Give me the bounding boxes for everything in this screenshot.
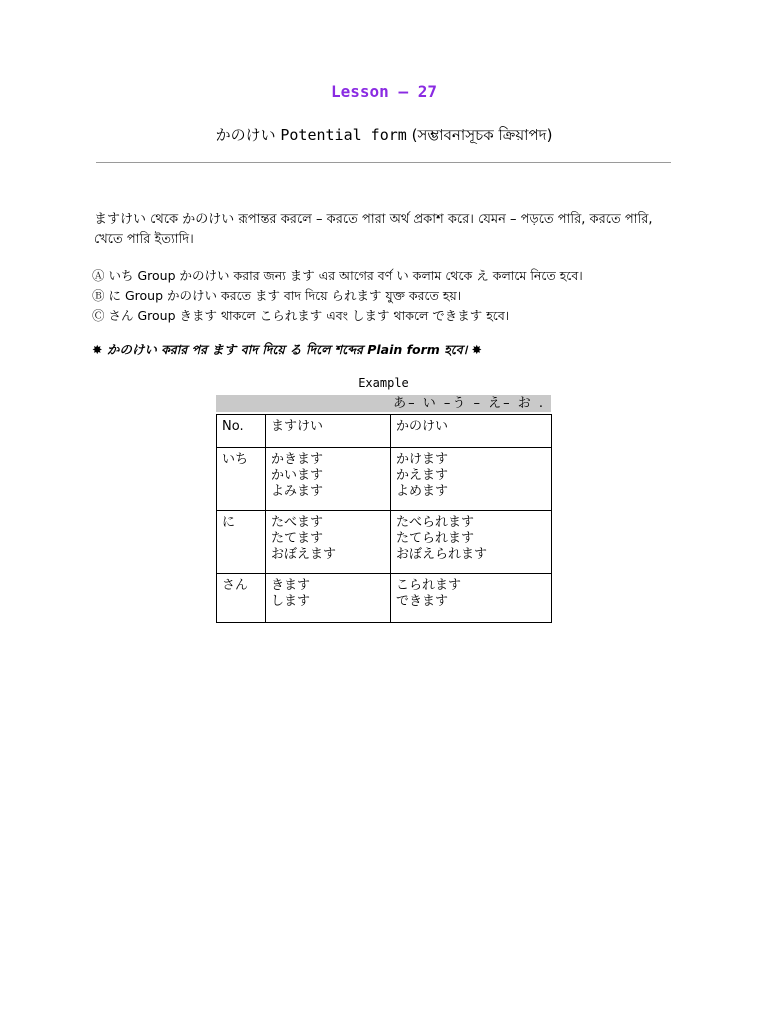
kanou-cell: こられます できます	[391, 574, 552, 623]
table-header-row	[217, 415, 552, 448]
subtitle-japanese: かのけい	[215, 126, 276, 144]
group-cell: いち	[217, 448, 266, 511]
table-row	[217, 511, 552, 574]
divider	[96, 162, 671, 163]
rule-item-a: Ⓐ いち Group かのけい করার জন্য ます এর আগের বর্ণ い কলাম থেকে え কলামে নিতে হবে।	[92, 268, 583, 283]
kana-row	[216, 395, 551, 412]
table-row	[217, 448, 552, 511]
subtitle-english: Potential form	[280, 126, 407, 144]
rules-list	[92, 266, 583, 326]
header-kanoukei: かのけい	[391, 415, 552, 448]
kanou-cell: かけます かえます よめます	[391, 448, 552, 511]
kana-row-text: あ– い –う – え– お .	[393, 396, 545, 411]
rule-item-c: Ⓒ さん Group きます থাকলে こられます এবং します থাকলে できます হবে।	[92, 308, 510, 323]
example-table	[216, 414, 552, 623]
intro-paragraph: ますけい থেকে かのけい রূপান্তর করলে – করতে পারা অর্থ প্রকাশ করে। যেমন – পড়তে পারি, করতে পারি, খেতে পারি ইত্যাদি।	[94, 212, 653, 247]
group-cell: さん	[217, 574, 266, 623]
masu-cell: たべます たてます おぼえます	[266, 511, 391, 574]
example-label: Example	[358, 376, 409, 390]
plain-form-note: ✸ かのけい করার পর ます বাদ দিয়ে る দিলে শব্দের Plain form হবে। ✸	[92, 342, 483, 357]
subtitle-bengali: (সম্ভাবনাসূচক ক্রিয়াপদ)	[411, 126, 553, 144]
kanou-cell: たべられます たてられます おぼえられます	[391, 511, 552, 574]
lesson-title: Lesson – 27	[331, 82, 437, 101]
header-masukei: ますけい	[266, 415, 391, 448]
group-cell: に	[217, 511, 266, 574]
table-row	[217, 574, 552, 623]
masu-cell: きます します	[266, 574, 391, 623]
rule-item-b: Ⓑ に Group かのけい করতে ます বাদ দিয়ে られます যুক্ত করতে হয়।	[92, 288, 462, 303]
page-subtitle	[0, 124, 768, 149]
masu-cell: かきます かいます よみます	[266, 448, 391, 511]
header-no: No.	[217, 415, 266, 448]
